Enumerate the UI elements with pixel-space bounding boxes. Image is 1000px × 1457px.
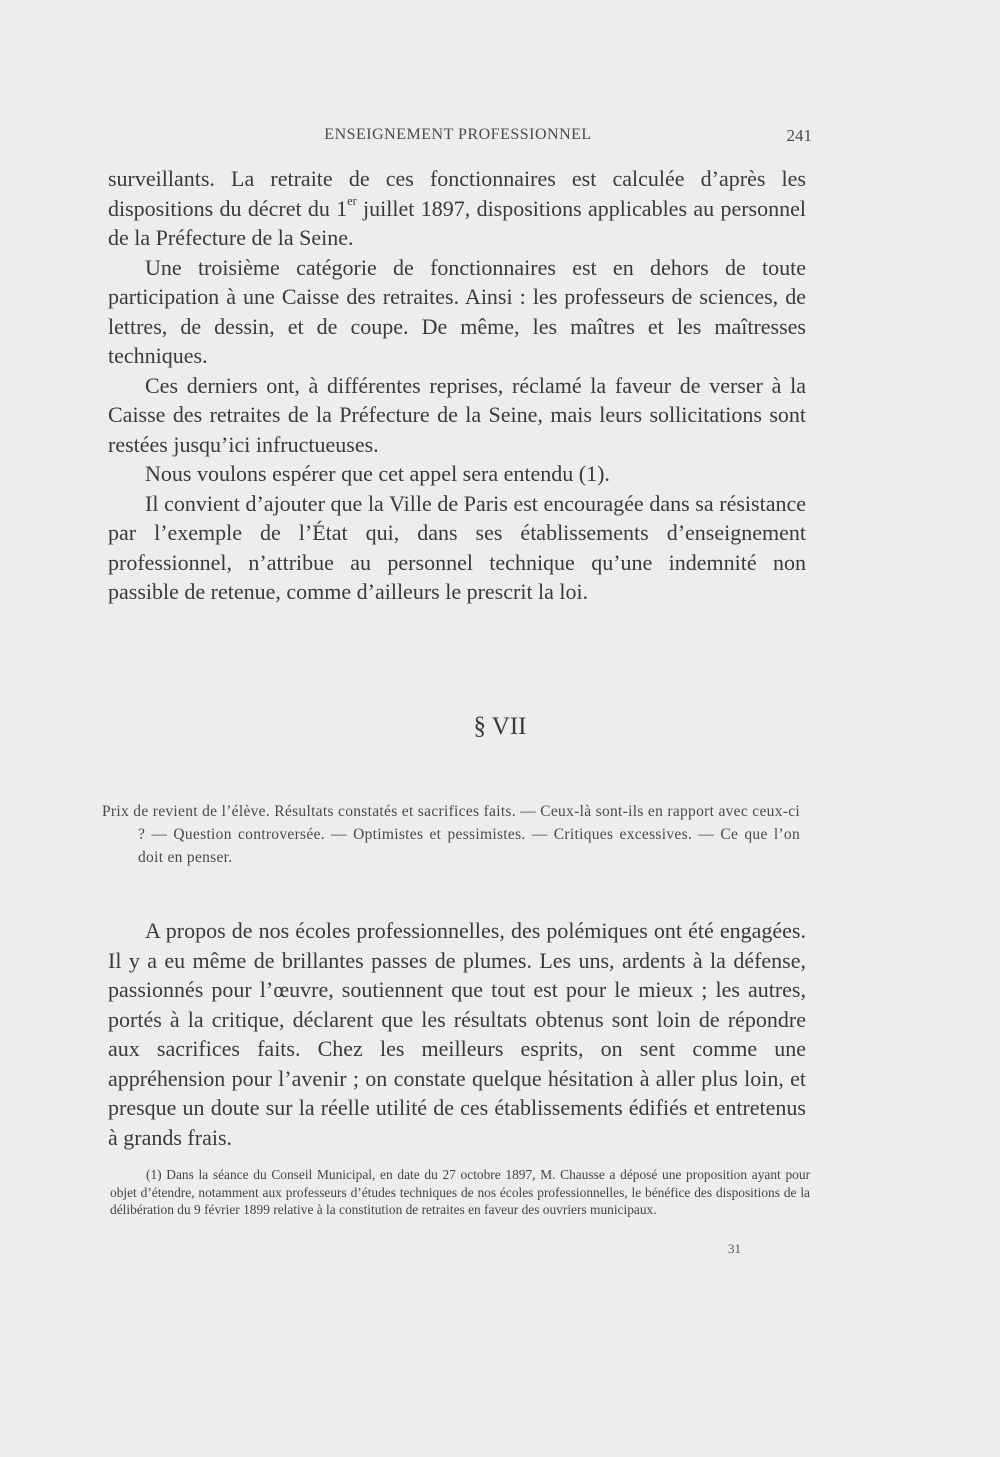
paragraph-2: Une troisième catégorie de fonctionnaires est en dehors de toute participation à une Caisse des retraites. Ainsi : les professeurs de sciences, de lettres, de dessin, et de coupe. De même, les maîtres et les maîtresses techniques. — [108, 254, 806, 368]
running-header — [108, 126, 812, 156]
bottom-text-block — [108, 916, 806, 1152]
section-summary — [102, 800, 800, 869]
top-text-block — [108, 164, 806, 607]
paragraph-4: Nous voulons espérer que cet appel sera entendu (1). — [145, 461, 610, 486]
page-number: 241 — [786, 126, 812, 145]
paragraph-5: Il convient d’ajouter que la Ville de Paris est encouragée dans sa résistance par l’exemple de l’État qui, dans ses établissements d’enseignement professionnel, n’attribue au personnel technique qu’une indemnité non passible de retenue, comme d’ailleurs le prescrit la loi. — [108, 490, 806, 604]
paragraph-3: Ces derniers ont, à différentes reprises, réclamé la faveur de verser à la Caisse des retraites de la Préfecture de la Seine, mais leurs sollicitations sont restées jusqu’ici infructueuses. — [108, 372, 806, 457]
paragraph-1-part-a: surveillants. La retraite de ces fonctionnaires est calculée d’après les dispositions du décret du 1 — [108, 166, 806, 221]
footnote-text: (1) Dans la séance du Conseil Municipal, en date du 27 octobre 1897, M. Chausse a déposé une proposition ayant pour objet d’étendre, notamment aux professeurs d’études techniques de nos écoles professionnelles, le bénéfice des dispositions de la délibération du 9 février 1899 relative à la constitution de retraites en faveur des ouvriers municipaux. — [110, 1167, 810, 1217]
paragraph-6: A propos de nos écoles professionnelles, des polémiques ont été engagées. Il y a eu même de brillantes passes de plumes. Les uns, ardents à la défense, passionnés pour l’œuvre, soutiennent que tout est pour le mieux ; les autres, portés à la critique, déclarent que les résultats obtenus sont loin de répondre aux sacrifices faits. Chez les meilleurs esprits, on sent comme une appréhension pour l’avenir ; on constate quelque hésitation à aller plus loin, et presque un doute sur la réelle utilité de ces établissements édifiés et entretenus à grands frais. — [108, 918, 806, 1150]
running-header-title: ENSEIGNEMENT PROFESSIONNEL — [324, 126, 592, 143]
signature-mark: 31 — [728, 1241, 741, 1256]
section-heading: § VII — [473, 713, 527, 740]
footnote — [110, 1166, 810, 1219]
paragraph-1-part-b: juillet 1897, dispositions applicables au personnel de la Préfecture de la Seine. — [108, 195, 806, 250]
paragraph-1 — [108, 164, 806, 253]
ordinal-superscript: er — [347, 193, 357, 208]
section-summary-text: Prix de revient de l’élève. Résultats constatés et sacrifices faits. — Ceux-là sont-ils en rapport avec ceux-ci ? — Question controversée. — Optimistes et pessimistes. — Critiques excessives. — Ce que l’on doit en penser. — [102, 803, 800, 866]
